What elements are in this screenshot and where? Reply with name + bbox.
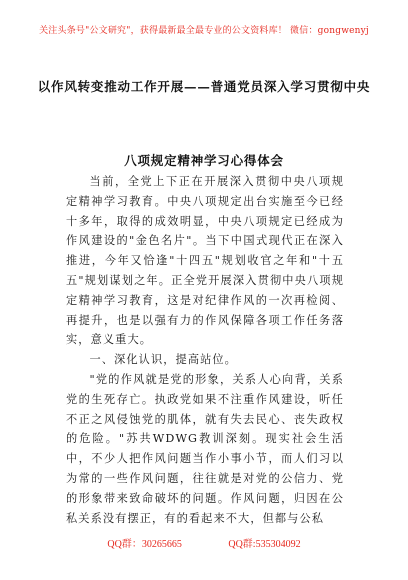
footer-contact (0, 535, 408, 550)
header-banner: 关注头条号"公文研究"，获得最新最全最专业的公文资料库！ 微信：gongwenyj (39, 26, 369, 36)
body-paragraph-section-1: "党的作风就是党的形象，关系人心向背，关系党的生死存亡。执政党如果不注重作风建设，听任不正之风侵蚀党的肌体，就有失去民心、丧失政权的危险。"苏共WDWG教训深刻。现实社会生活中，不少人把作风问题当作小事小节，而人们习以为常的一些作风问题，往往就是对党的公信力、党的形象带来致命破坏的问题。作风问题，归因在公私关系没有摆正，有的看起来不大，但都与公私 (66, 372, 344, 525)
body-paragraph-intro: 当前，全党上下正在开展深入贯彻中央八项规定精神学习教育。中央八项规定出台实施至今已经十多年，取得的成效明显，中央八项规定已经成为作风建设的"金色名片"。当下中国式现代正在深入推进，今年又恰逢"十四五"规划收官之年和"十五五"规划谋划之年。正全党开展深入贯彻中央八项规定精神学习教育，这是对纪律作风的一次再检阅、再提升，也是以强有力的作风保障各项工作任务落实，意义重大。 (66, 175, 344, 347)
footer-qq-group-1: QQ群：30265665 (107, 539, 182, 550)
document-body (66, 172, 344, 528)
footer-qq-group-2: QQ群:535304092 (228, 539, 301, 550)
section-heading: 一、深化认识，提高站位。 (89, 353, 237, 367)
document-title-line-2: 八项规定精神学习心得体会 (124, 153, 284, 168)
document-title-line-1: 以作风转变推动工作开展——普通党员深入学习贯彻中央 (37, 79, 371, 94)
